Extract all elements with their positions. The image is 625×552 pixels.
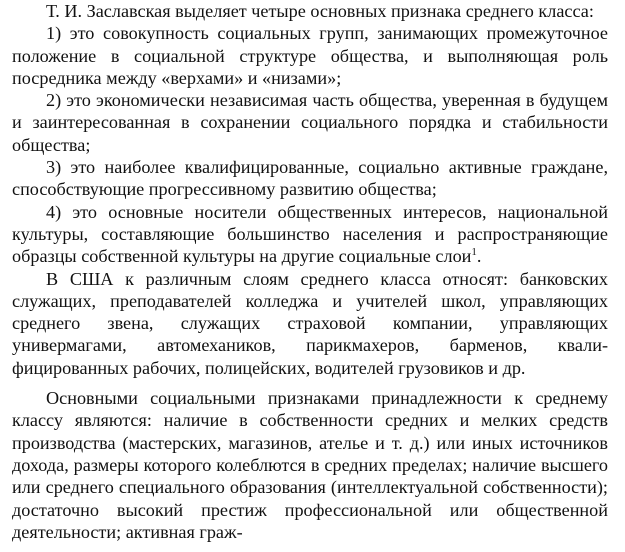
usa-paragraph: В США к различным слоям среднего класса относят: банковских служащих, преподавателей колледжа и учителей школ, управляющих среднего звена, служащих страховой компании, управляющих универмагами, автомехаников, парикмахеров, барменов, квалифицированных рабочих, полицейских, водителей грузовиков и др.	[12, 268, 608, 378]
list-item-4-text: 4) это основные носители общественных интересов, национальной культуры, составляющие большинство населения и распространяющие образцы собственной культуры на другие социальные слои	[12, 201, 608, 267]
list-item-4: 4) это основные носители общественных интересов, национальной культуры, составляющие большинство населения и распространяющие образцы собственной культуры на другие социальные слои$^1$.	[12, 201, 608, 267]
list-item-2: 2) это экономически независимая часть общества, уверенная в будущем и заинтересованная в сохранении социального порядка и стабильности общества;	[12, 90, 608, 155]
footnote-marker: 1	[471, 246, 477, 259]
document-page	[12, 0, 608, 543]
list-item-1: 1) это совокупность социальных групп, занимающих промежуточное положение в социальной структуре общества, и выполняющая роль посредника между «верхами» и «низами»;	[12, 23, 608, 88]
social-signs-paragraph: Основными социальными признаками принадлежности к среднему классу являются: наличие в собственности средних и мелких средств производства (мастерских, магазинов, ателье и т. д.) или иных источников дохода, размеры которого колеблются в средних пределах; наличие высшего или среднего специального образования (интеллектуальной собственности); достаточно высокий престиж профессиональной или общественной деятельности; активная граж-	[12, 388, 608, 542]
list-item-3: 3) это наиболее квалифицированные, социально активные граждане, способствующие прогрессивному развитию общества;	[12, 157, 608, 200]
intro-paragraph: Т. И. Заславская выделяет четыре основных признака среднего класса:	[46, 1, 594, 21]
